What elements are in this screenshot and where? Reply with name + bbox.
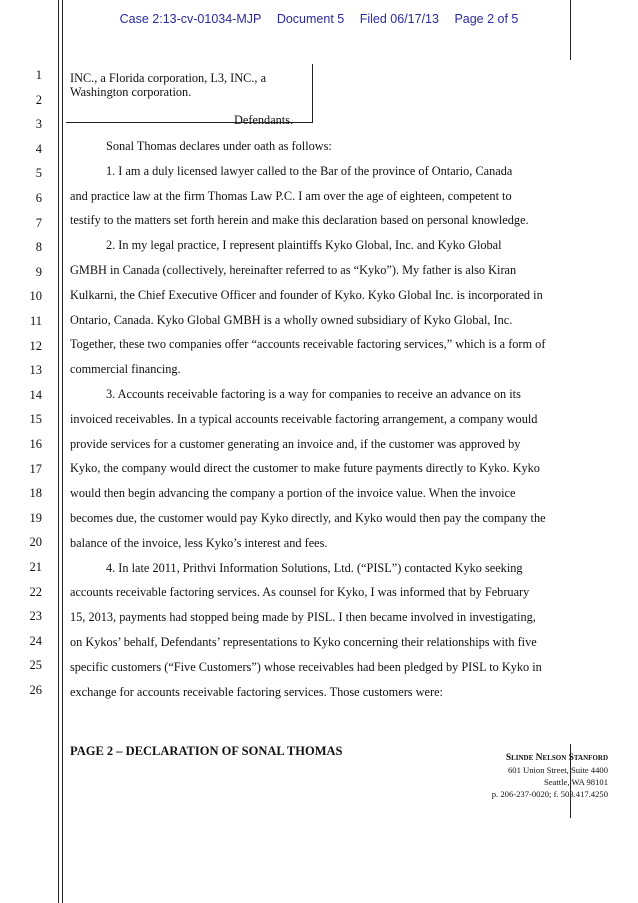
body-line: 4. In late 2011, Prithvi Information Solutions, Ltd. (“PISL”) contacted Kyko seeking (106, 560, 523, 575)
left-margin-rule-inner (62, 0, 63, 903)
line-number: 17 (29, 461, 42, 476)
line-number: 21 (29, 560, 42, 574)
body-line: Sonal Thomas declares under oath as follows: (106, 139, 332, 153)
body-line: specific customers (“Five Customers”) whose receivables had been pledged by PISL to Kyko in (70, 659, 542, 674)
body-line: Ontario, Canada. Kyko Global GMBH is a wholly owned subsidiary of Kyko Global, Inc. (70, 312, 513, 327)
ecf-header (0, 12, 638, 26)
case-number: Case 2:13-cv-01034-MJP (119, 12, 262, 26)
body-line: Together, these two companies offer “accounts receivable factoring services,” which is a form of (70, 337, 546, 352)
line-number: 25 (29, 658, 42, 673)
body-line: Kyko, the company would direct the customer to make future payments directly to Kyko. Kyko (70, 461, 540, 476)
body-line: Kulkarni, the Chief Executive Officer and founder of Kyko. Kyko Global Inc. is incorporated in (70, 287, 543, 302)
body-line: accounts receivable factoring services. As counsel for Kyko, I was informed that by February (70, 585, 530, 600)
footer-title: PAGE 2 – DECLARATION OF SONAL THOMAS (70, 744, 343, 758)
line-number: 15 (29, 412, 42, 427)
line-number: 2 (35, 92, 42, 107)
right-margin-rule-top (570, 0, 571, 60)
body-line: exchange for accounts receivable factoring services. Those customers were: (70, 684, 443, 699)
line-number: 5 (35, 166, 42, 181)
body-line: becomes due, the customer would pay Kyko directly, and Kyko would then pay the company the (70, 511, 546, 525)
filed-date: Filed 06/17/13 (359, 12, 439, 26)
firm-address-2: Seattle, WA 98101 (543, 777, 608, 787)
firm-address-1: 601 Union Street, Suite 4400 (507, 765, 608, 775)
body-line: 2. In my legal practice, I represent plaintiffs Kyko Global, Inc. and Kyko Global (106, 238, 502, 253)
body-line: and practice law at the firm Thomas Law P.C. I am over the age of eighteen, competent to (70, 188, 512, 203)
body-line: would then begin advancing the company a portion of the invoice value. When the invoice (70, 486, 516, 501)
line-number: 12 (29, 338, 42, 353)
line-number: 9 (35, 264, 42, 279)
line-number: 24 (29, 633, 42, 648)
body-line: on Kykos’ behalf, Defendants’ representations to Kyko concerning their relationships with five (70, 635, 537, 649)
line-number: 7 (35, 215, 42, 230)
line-number: 4 (35, 141, 42, 156)
body-line: testify to the matters set forth herein and make this declaration based on personal knowledge. (70, 213, 529, 228)
line-number: 20 (29, 535, 42, 550)
caption-role: Defendants. (234, 113, 294, 127)
caption-line-2: Washington corporation. (70, 85, 192, 99)
line-number: 22 (29, 584, 42, 599)
body-line: commercial financing. (70, 362, 181, 377)
body-line: balance of the invoice, less Kyko’s interest and fees. (70, 535, 328, 550)
firm-name: Slinde Nelson Stanford (505, 753, 608, 763)
line-number: 13 (29, 363, 42, 378)
body-line: 3. Accounts receivable factoring is a way for companies to receive an advance on its (106, 387, 521, 401)
line-number: 18 (29, 486, 42, 501)
page-indicator: Page 2 of 5 (454, 12, 519, 26)
line-number: 8 (35, 240, 42, 255)
body-line: invoiced receivables. In a typical accounts receivable factoring arrangement, a company would (70, 411, 538, 426)
line-number: 6 (35, 191, 42, 205)
line-number: 26 (29, 683, 42, 697)
line-number: 23 (29, 609, 42, 624)
body-line: GMBH in Canada (collectively, hereinafter referred to as “Kyko”). My father is also Kiran (70, 263, 517, 277)
document-number: Document 5 (276, 12, 345, 26)
line-number: 11 (29, 314, 42, 328)
line-number: 14 (29, 387, 42, 402)
firm-block (492, 752, 608, 800)
firm-phone: p. 206-237-0020; f. 503.417.4250 (491, 789, 608, 799)
caption-line-1: INC., a Florida corporation, L3, INC., a (70, 71, 267, 85)
left-margin-rule-outer (58, 0, 59, 903)
line-number: 16 (29, 437, 42, 451)
line-number: 10 (29, 289, 42, 304)
line-number: 3 (35, 117, 42, 132)
body-line: 15, 2013, payments had stopped being made by PISL. I then became involved in investigating, (70, 610, 536, 625)
line-number: 19 (29, 510, 42, 525)
line-number: 1 (35, 68, 42, 82)
body-line: 1. I am a duly licensed lawyer called to the Bar of the province of Ontario, Canada (106, 163, 513, 178)
body-line: provide services for a customer generating an invoice and, if the customer was approved by (70, 436, 521, 451)
